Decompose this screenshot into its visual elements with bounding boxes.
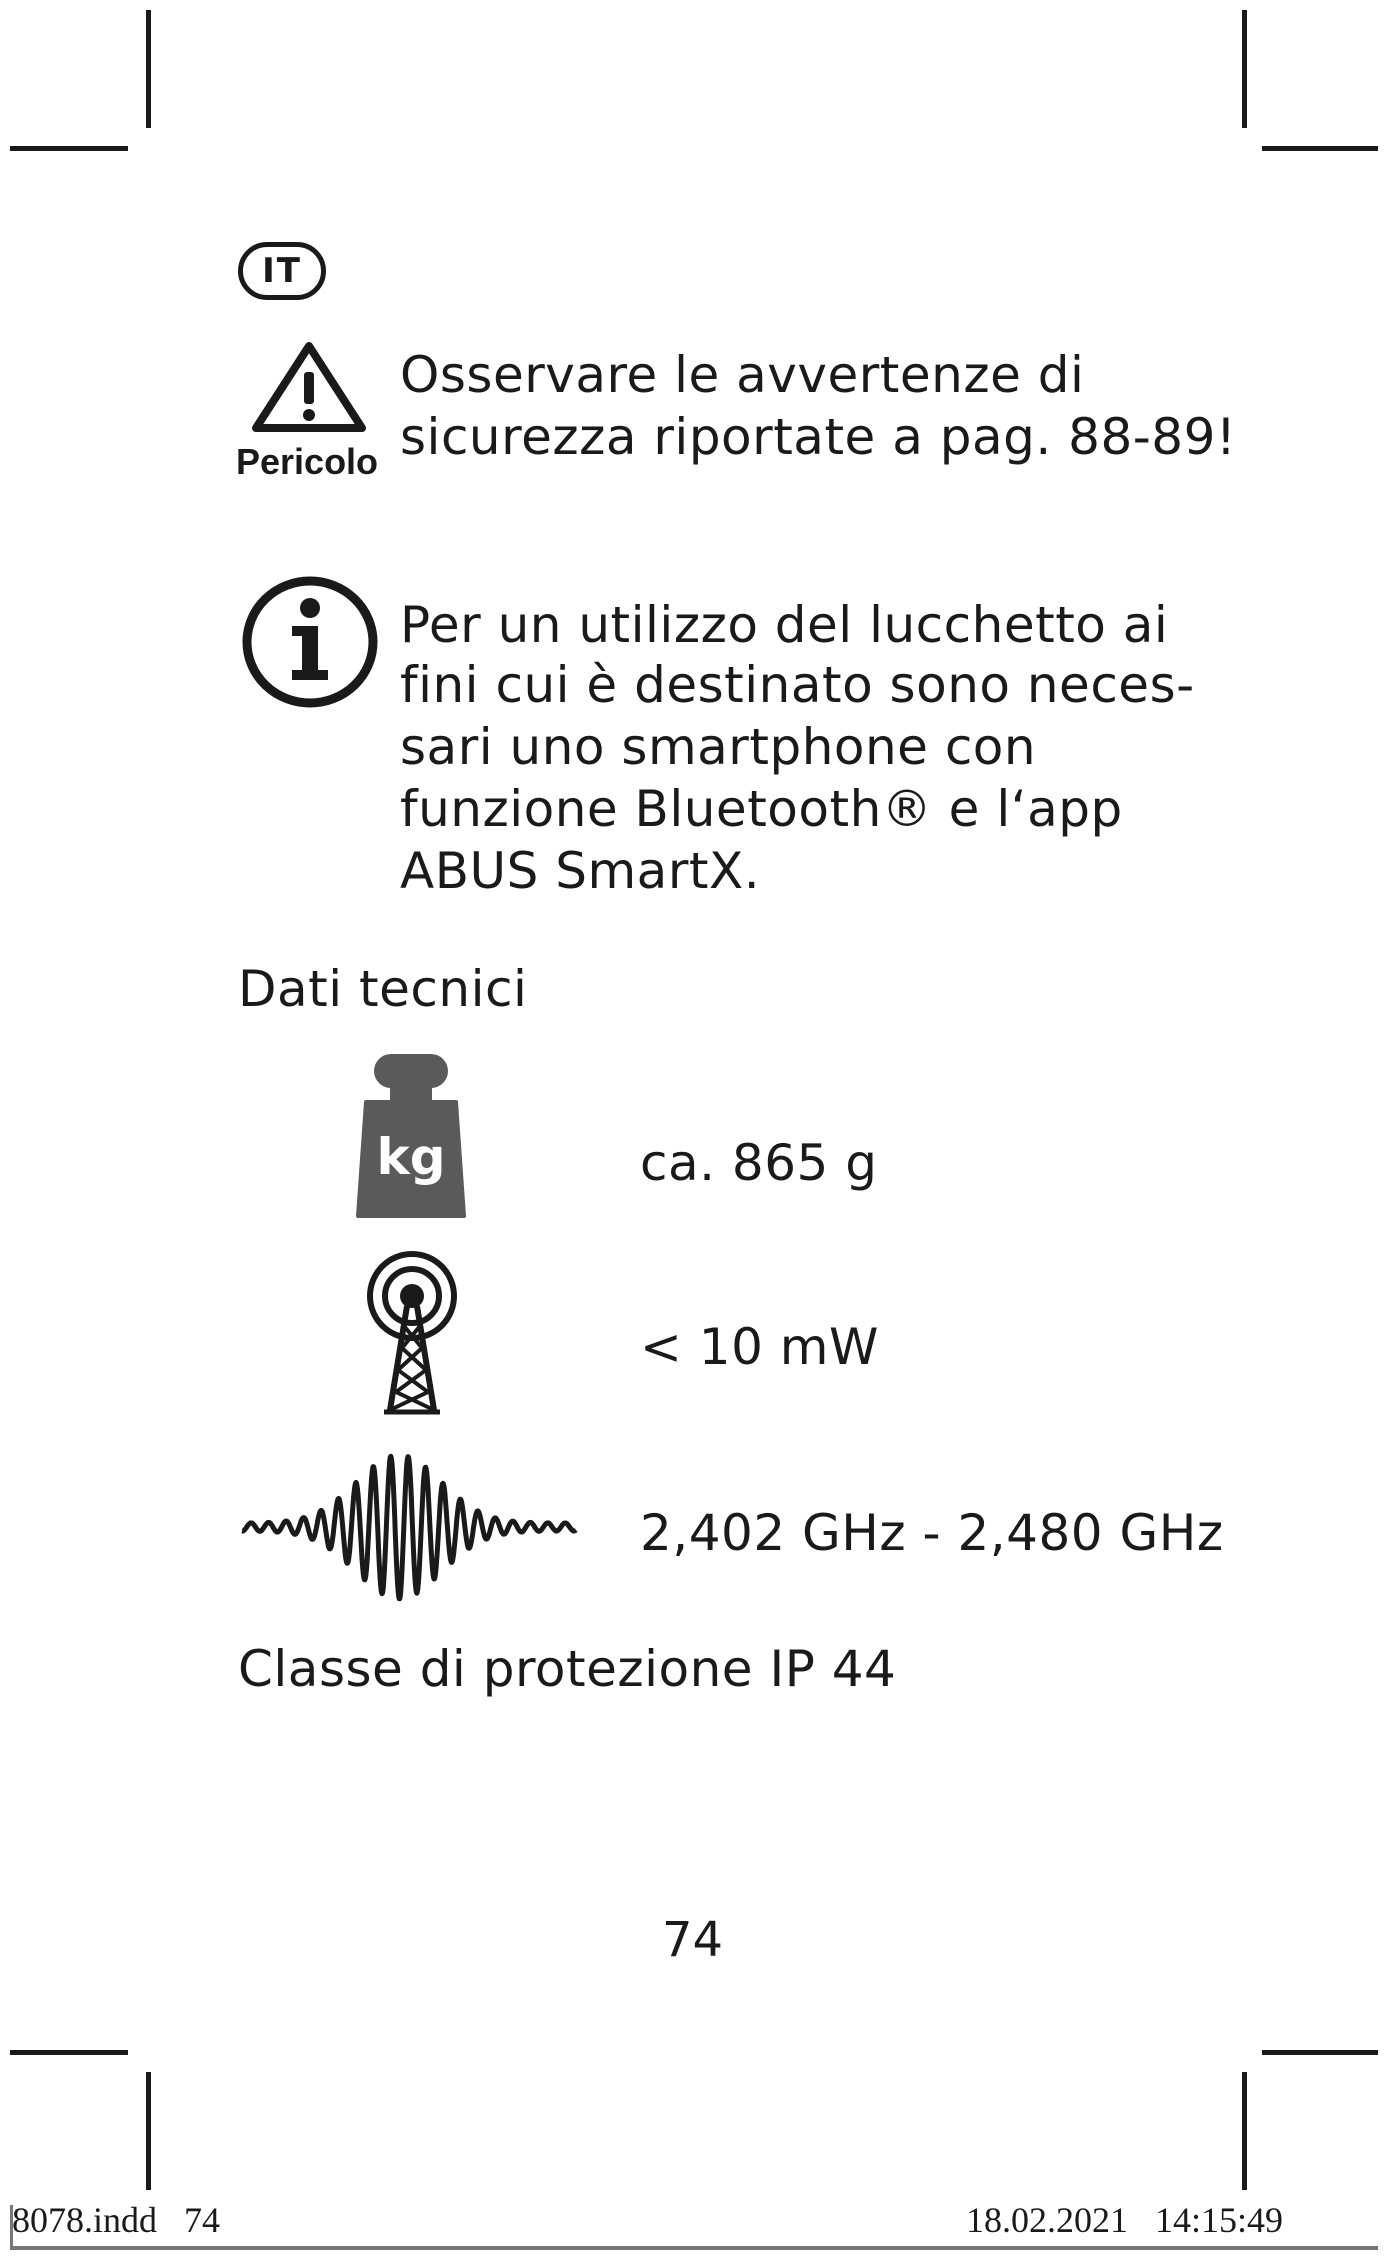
weight-value: ca. 865 g xyxy=(640,1134,878,1192)
weight-icon xyxy=(352,1046,470,1222)
crop-mark-top-right-vertical xyxy=(1242,10,1247,128)
frequency-wave-icon xyxy=(238,1450,580,1604)
crop-mark-bottom-right-vertical xyxy=(1242,2072,1247,2190)
crop-mark-top-right-horizontal xyxy=(1262,146,1378,151)
info-text-line-1: Per un utilizzo del lucchetto ai xyxy=(400,596,1169,654)
warning-text-line-1: Osservare le avvertenze di xyxy=(400,346,1085,404)
warning-text-line-2: sicurezza riportate a pag. 88-89! xyxy=(400,408,1237,466)
tech-heading: Dati tecnici xyxy=(238,960,528,1018)
info-text-line-4: funzione Bluetooth® e l‘app xyxy=(400,780,1123,838)
frequency-value: 2,402 GHz - 2,480 GHz xyxy=(640,1504,1224,1562)
info-text-line-2: fini cui è destinato sono neces- xyxy=(400,656,1195,714)
page-number: 74 xyxy=(662,1912,724,1968)
danger-label: Pericolo xyxy=(236,441,379,482)
weight-icon-text: kg xyxy=(376,1128,446,1186)
protection-class: Classe di protezione IP 44 xyxy=(238,1640,897,1698)
crop-mark-bottom-left-horizontal xyxy=(10,2050,128,2055)
footer-file-info: 8078.indd 74 xyxy=(12,2200,221,2240)
info-icon xyxy=(240,574,380,710)
crop-mark-bottom-left-vertical xyxy=(146,2072,151,2190)
info-text-line-3: sari uno smartphone con xyxy=(400,718,1037,776)
crop-mark-top-left-vertical xyxy=(146,10,151,128)
info-text-line-5: ABUS SmartX. xyxy=(400,842,761,900)
language-badge: IT xyxy=(238,242,326,300)
page-bottom-edge xyxy=(10,2246,1378,2250)
radio-tower-icon xyxy=(360,1248,464,1418)
crop-mark-top-left-horizontal xyxy=(10,146,128,151)
footer-timestamp: 18.02.2021 14:15:49 xyxy=(966,2200,1284,2240)
power-value: < 10 mW xyxy=(640,1318,879,1376)
crop-mark-bottom-right-horizontal xyxy=(1262,2050,1378,2055)
warning-triangle-icon xyxy=(250,340,368,434)
